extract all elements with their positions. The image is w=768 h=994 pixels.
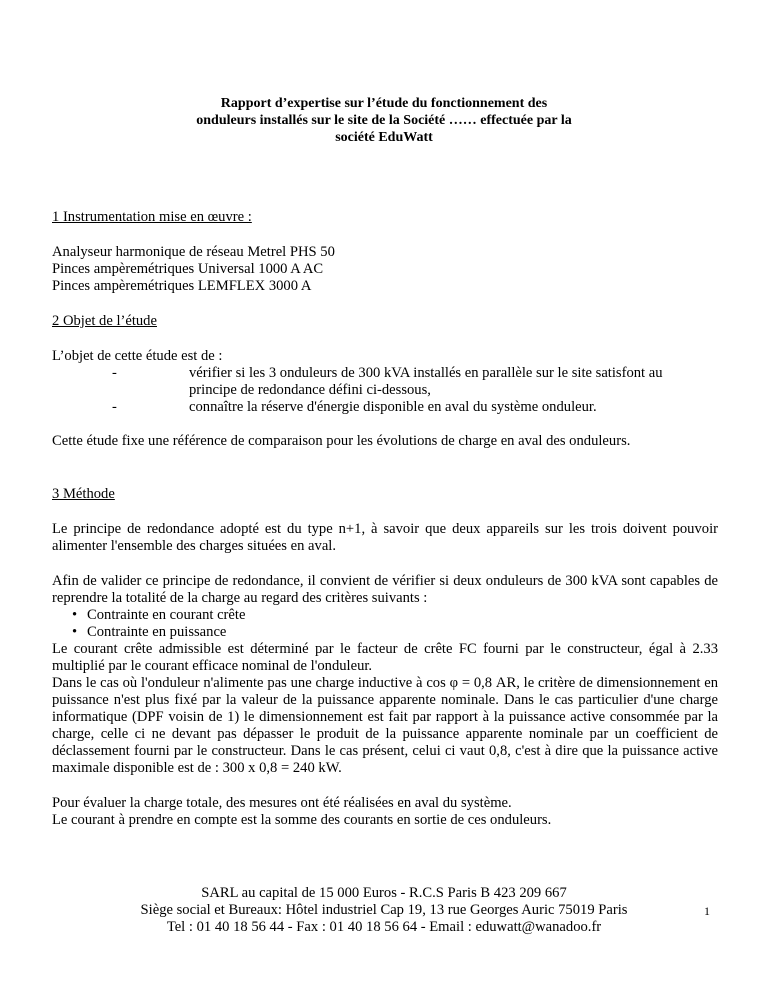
dash-marker: - xyxy=(112,399,117,415)
section-2-body xyxy=(52,348,718,416)
method-paragraph-5: Pour évaluer la charge totale, des mesures ont été réalisées en aval du système. Le courant à prendre en compte est la somme des courants en sortie de ces onduleurs. xyxy=(52,795,552,828)
instrument-item: Analyseur harmonique de réseau Metrel PHS 50 xyxy=(52,244,335,260)
page-footer xyxy=(90,885,678,936)
footer-company: SARL au capital de 15 000 Euros - R.C.S Paris B 423 209 667 xyxy=(201,885,567,901)
method-paragraph-2: Afin de valider ce principe de redondance, il convient de vérifier si deux onduleurs de 300 kVA sont capables de reprendre la totalité de la charge au regard des critères suivants : xyxy=(52,573,718,606)
method-paragraph-4: Dans le cas où l'onduleur n'alimente pas une charge inductive à cos φ = 0,8 AR, le critère de dimensionnement en puissance n'est plus fixé par la valeur de la puissance apparente nominale. Dans le cas particulier d'une charge informatique (DPF voisin de 1) le dimensionnement est fait par rapport à la puissance active consommée par la charge, celle ci ne devant pas dépasser le produit de la puissance apparente nominale par un coefficient de déclassement fourni par le constructeur. Dans le cas présent, celui ci vaut 0,8, c'est à dire que la puissance active maximale disponible est de : 300 x 0,8 = 240 kW. xyxy=(52,675,718,776)
dash-marker: - xyxy=(112,365,117,381)
section-2-heading: 2 Objet de l’étude xyxy=(52,313,157,329)
bullet-icon: • xyxy=(72,607,78,623)
instrument-item: Pinces ampèremétriques Universal 1000 A AC xyxy=(52,261,324,277)
section-1-heading: 1 Instrumentation mise en œuvre : xyxy=(52,209,252,225)
method-paragraph-3: Le courant crête admissible est déterminé par le facteur de crête FC fourni par le constructeur, égal à 2.33 multiplié par le courant efficace nominal de l'onduleur. xyxy=(52,641,718,674)
footer-contact: Tel : 01 40 18 56 44 - Fax : 01 40 18 56 64 - Email : eduwatt@wanadoo.fr xyxy=(166,919,602,935)
objective-item: - vérifier si les 3 onduleurs de 300 kVA installés en parallèle sur le site satisfont au principe de redondance défini ci-dessous, xyxy=(112,365,663,398)
objective-intro: L’objet de cette étude est de : xyxy=(52,348,223,364)
instrument-item: Pinces ampèremétriques LEMFLEX 3000 A xyxy=(52,278,312,294)
section-3-heading: 3 Méthode xyxy=(52,486,115,502)
title-line-1: Rapport d’expertise sur l’étude du fonctionnement des xyxy=(220,96,548,111)
title-line-3: société EduWatt xyxy=(335,130,433,145)
criteria-item: • Contrainte en courant crête xyxy=(72,607,246,623)
method-paragraph-1: Le principe de redondance adopté est du type n+1, à savoir que deux appareils sur les trois doivent pouvoir alimenter l'ensemble des charges situées en aval. xyxy=(52,521,718,554)
bullet-icon: • xyxy=(72,624,78,640)
criteria-item: • Contrainte en puissance xyxy=(72,624,227,640)
title-line-2: onduleurs installés sur le site de la Société …… effectuée par la xyxy=(196,113,572,128)
footer-address: Siège social et Bureaux: Hôtel industriel Cap 19, 13 rue Georges Auric 75019 Paris xyxy=(140,902,628,918)
instrument-list xyxy=(52,244,718,295)
page-number: 1 xyxy=(704,904,710,918)
criteria-list xyxy=(52,607,718,641)
report-title xyxy=(120,95,648,146)
objective-item: - connaître la réserve d'énergie disponible en aval du système onduleur. xyxy=(112,399,597,415)
section-2-paragraph: Cette étude fixe une référence de comparaison pour les évolutions de charge en aval des onduleurs. xyxy=(52,433,631,449)
